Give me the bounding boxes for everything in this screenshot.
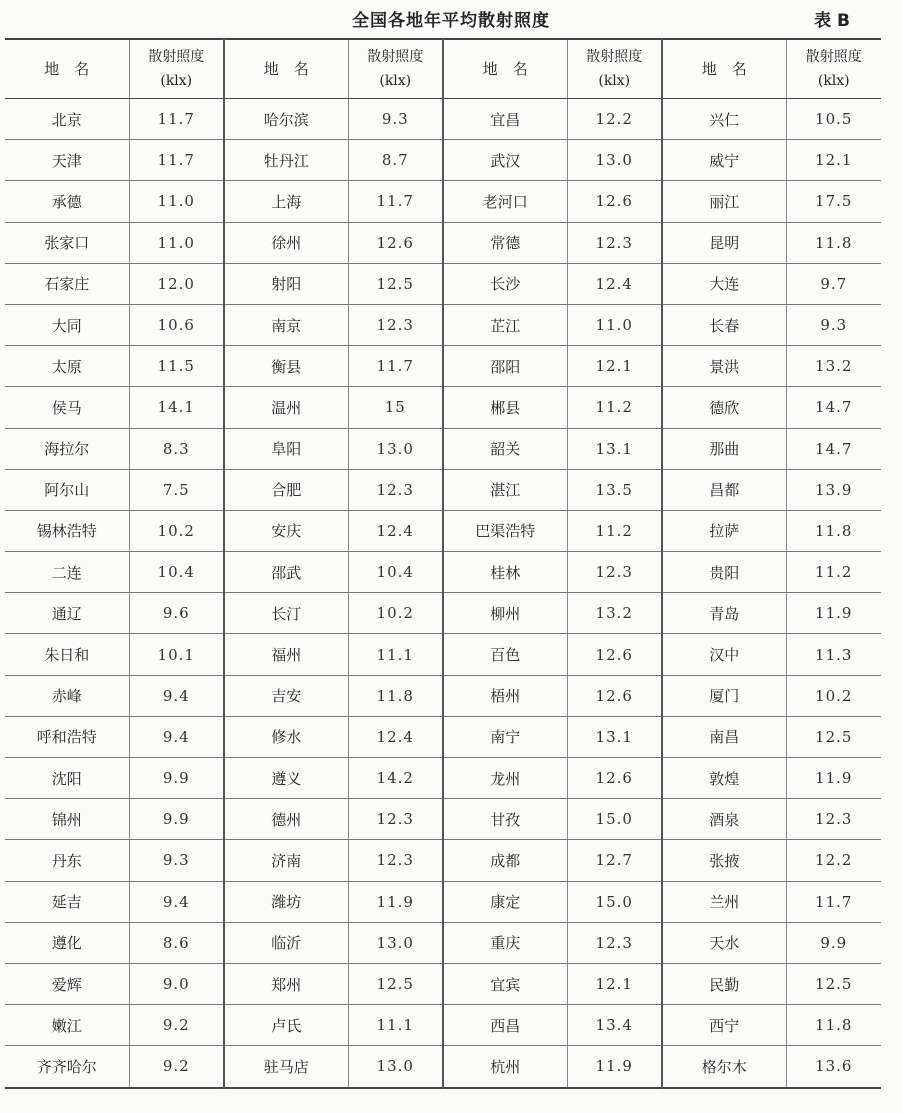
illuminance-value: 17.5 [786,181,881,222]
station-name: 柳州 [443,593,567,634]
illuminance-value: 9.7 [786,263,881,304]
illuminance-value: 12.4 [567,263,662,304]
illuminance-value: 9.3 [348,99,443,140]
station-name: 北京 [5,99,129,140]
illuminance-value: 12.3 [567,922,662,963]
illuminance-value: 12.3 [786,799,881,840]
illuminance-value: 10.5 [786,99,881,140]
table-row [5,469,881,510]
station-name: 南京 [224,304,348,345]
illuminance-value: 15.0 [567,799,662,840]
header-value-unit: (klx) [598,73,631,89]
station-name: 潍坊 [224,881,348,922]
station-name: 厦门 [662,675,786,716]
header-value-label: 散射照度 [805,49,862,65]
header-value-label: 散射照度 [148,49,205,65]
station-name: 长春 [662,304,786,345]
station-name: 武汉 [443,140,567,181]
illuminance-value: 8.6 [129,922,224,963]
station-name: 丹东 [5,840,129,881]
illuminance-value: 12.3 [348,840,443,881]
illuminance-value: 11.7 [348,346,443,387]
table-row [5,1005,881,1046]
station-name: 拉萨 [662,510,786,551]
station-name: 宜昌 [443,99,567,140]
table-row [5,304,881,345]
illuminance-value: 15 [348,387,443,428]
station-name: 大连 [662,263,786,304]
illuminance-value: 14.7 [786,428,881,469]
illuminance-value: 12.6 [567,758,662,799]
station-name: 天津 [5,140,129,181]
station-name: 大同 [5,304,129,345]
illuminance-value: 12.4 [348,510,443,551]
illuminance-value: 11.9 [786,593,881,634]
station-name: 敦煌 [662,758,786,799]
station-name: 安庆 [224,510,348,551]
table-row [5,799,881,840]
table-row [5,716,881,757]
table-tag: 表 B [814,11,850,31]
illuminance-value: 13.2 [567,593,662,634]
station-name: 德欣 [662,387,786,428]
station-name: 临沂 [224,922,348,963]
station-name: 杭州 [443,1046,567,1088]
illuminance-value: 12.4 [348,716,443,757]
station-name: 常德 [443,222,567,263]
illuminance-value: 11.2 [786,552,881,593]
station-name: 汉中 [662,634,786,675]
station-name: 南昌 [662,716,786,757]
station-name: 百色 [443,634,567,675]
station-name: 通辽 [5,593,129,634]
station-name: 张掖 [662,840,786,881]
station-name: 吉安 [224,675,348,716]
station-name: 贵阳 [662,552,786,593]
table-body [5,99,881,1088]
station-name: 福州 [224,634,348,675]
illuminance-value: 12.1 [786,140,881,181]
station-name: 射阳 [224,263,348,304]
station-name: 爱辉 [5,963,129,1004]
header-value-4 [786,39,881,99]
illuminance-value: 12.6 [348,222,443,263]
illuminance-value: 8.7 [348,140,443,181]
station-name: 牡丹江 [224,140,348,181]
table-row [5,758,881,799]
table-row [5,181,881,222]
station-name: 长汀 [224,593,348,634]
table-row [5,140,881,181]
station-name: 韶关 [443,428,567,469]
illuminance-value: 11.2 [567,387,662,428]
station-name: 丽江 [662,181,786,222]
illuminance-value: 11.0 [567,304,662,345]
station-name: 沈阳 [5,758,129,799]
illuminance-value: 12.3 [567,552,662,593]
station-name: 老河口 [443,181,567,222]
station-name: 齐齐哈尔 [5,1046,129,1088]
station-name: 青岛 [662,593,786,634]
illuminance-value: 12.5 [348,963,443,1004]
station-name: 温州 [224,387,348,428]
table-row [5,963,881,1004]
header-name-2: 地 名 [224,39,348,99]
illuminance-value: 11.8 [786,510,881,551]
header-value-2 [348,39,443,99]
station-name: 格尔木 [662,1046,786,1088]
illuminance-value: 10.6 [129,304,224,345]
station-name: 桂林 [443,552,567,593]
illuminance-value: 12.3 [348,799,443,840]
illuminance-value: 11.7 [129,99,224,140]
station-name: 天水 [662,922,786,963]
illuminance-value: 12.2 [567,99,662,140]
station-name: 康定 [443,881,567,922]
header-value-3 [567,39,662,99]
station-name: 芷江 [443,304,567,345]
station-name: 锡林浩特 [5,510,129,551]
illuminance-value: 12.5 [786,963,881,1004]
station-name: 南宁 [443,716,567,757]
illuminance-value: 9.4 [129,881,224,922]
station-name: 侯马 [5,387,129,428]
station-name: 甘孜 [443,799,567,840]
station-name: 延吉 [5,881,129,922]
illuminance-value: 9.3 [786,304,881,345]
illuminance-value: 13.2 [786,346,881,387]
station-name: 上海 [224,181,348,222]
illuminance-value: 13.1 [567,428,662,469]
header-value-unit: (klx) [817,73,850,89]
station-name: 合肥 [224,469,348,510]
illuminance-value: 12.6 [567,634,662,675]
illuminance-value: 11.2 [567,510,662,551]
illuminance-value: 10.2 [786,675,881,716]
station-name: 济南 [224,840,348,881]
illuminance-value: 9.2 [129,1005,224,1046]
station-name: 锦州 [5,799,129,840]
illuminance-value: 11.0 [129,222,224,263]
station-name: 遵义 [224,758,348,799]
header-name-4: 地 名 [662,39,786,99]
table-row [5,99,881,140]
station-name: 嫩江 [5,1005,129,1046]
station-name: 呼和浩特 [5,716,129,757]
illuminance-value: 9.3 [129,840,224,881]
illuminance-value: 12.1 [567,346,662,387]
illuminance-value: 11.7 [129,140,224,181]
illuminance-value: 12.3 [567,222,662,263]
illuminance-value: 11.8 [786,1005,881,1046]
station-name: 哈尔滨 [224,99,348,140]
illuminance-value: 14.2 [348,758,443,799]
illuminance-value: 9.0 [129,963,224,1004]
station-name: 宜宾 [443,963,567,1004]
station-name: 成都 [443,840,567,881]
illuminance-table [5,38,881,1089]
station-name: 西昌 [443,1005,567,1046]
illuminance-value: 9.4 [129,675,224,716]
illuminance-value: 12.5 [348,263,443,304]
station-name: 昆明 [662,222,786,263]
station-name: 承德 [5,181,129,222]
station-name: 赤峰 [5,675,129,716]
table-row [5,510,881,551]
station-name: 西宁 [662,1005,786,1046]
station-name: 兴仁 [662,99,786,140]
station-name: 石家庄 [5,263,129,304]
illuminance-value: 11.7 [348,181,443,222]
station-name: 民勤 [662,963,786,1004]
station-name: 遵化 [5,922,129,963]
header-value-label: 散射照度 [586,49,643,65]
illuminance-value: 10.2 [129,510,224,551]
illuminance-value: 13.0 [348,922,443,963]
table-row [5,922,881,963]
station-name: 阿尔山 [5,469,129,510]
illuminance-value: 11.8 [786,222,881,263]
station-name: 郴县 [443,387,567,428]
station-name: 阜阳 [224,428,348,469]
header-name-1: 地 名 [5,39,129,99]
illuminance-value: 11.3 [786,634,881,675]
header-name-3: 地 名 [443,39,567,99]
illuminance-value: 8.3 [129,428,224,469]
illuminance-value: 11.9 [786,758,881,799]
table-row [5,675,881,716]
header-value-unit: (klx) [379,73,412,89]
illuminance-value: 12.6 [567,181,662,222]
table-row [5,1046,881,1088]
illuminance-value: 13.4 [567,1005,662,1046]
station-name: 邵武 [224,552,348,593]
station-name: 龙州 [443,758,567,799]
station-name: 郑州 [224,963,348,1004]
station-name: 兰州 [662,881,786,922]
illuminance-value: 13.9 [786,469,881,510]
illuminance-value: 11.9 [348,881,443,922]
table-title: 全国各地年平均散射照度 [352,11,550,31]
illuminance-value: 12.7 [567,840,662,881]
illuminance-value: 10.1 [129,634,224,675]
illuminance-value: 12.1 [567,963,662,1004]
illuminance-value: 11.8 [348,675,443,716]
station-name: 衡县 [224,346,348,387]
illuminance-value: 11.9 [567,1046,662,1088]
illuminance-value: 10.2 [348,593,443,634]
table-row [5,840,881,881]
illuminance-value: 11.1 [348,1005,443,1046]
table-row [5,387,881,428]
illuminance-value: 9.9 [129,758,224,799]
illuminance-value: 12.3 [348,304,443,345]
illuminance-value: 7.5 [129,469,224,510]
table-row [5,634,881,675]
illuminance-value: 11.5 [129,346,224,387]
station-name: 二连 [5,552,129,593]
table-row [5,881,881,922]
station-name: 酒泉 [662,799,786,840]
illuminance-value: 13.0 [567,140,662,181]
station-name: 梧州 [443,675,567,716]
illuminance-value: 9.6 [129,593,224,634]
illuminance-value: 14.1 [129,387,224,428]
station-name: 巴渠浩特 [443,510,567,551]
illuminance-value: 15.0 [567,881,662,922]
table-row [5,593,881,634]
illuminance-value: 10.4 [129,552,224,593]
station-name: 昌都 [662,469,786,510]
illuminance-value: 12.5 [786,716,881,757]
header-value-label: 散射照度 [367,49,424,65]
station-name: 长沙 [443,263,567,304]
illuminance-value: 9.2 [129,1046,224,1088]
table-row [5,263,881,304]
illuminance-value: 13.5 [567,469,662,510]
illuminance-value: 11.0 [129,181,224,222]
station-name: 德州 [224,799,348,840]
illuminance-value: 11.1 [348,634,443,675]
station-name: 驻马店 [224,1046,348,1088]
station-name: 徐州 [224,222,348,263]
station-name: 重庆 [443,922,567,963]
station-name: 修水 [224,716,348,757]
illuminance-value: 9.4 [129,716,224,757]
illuminance-value: 12.2 [786,840,881,881]
station-name: 湛江 [443,469,567,510]
station-name: 海拉尔 [5,428,129,469]
station-name: 邵阳 [443,346,567,387]
station-name: 景洪 [662,346,786,387]
illuminance-value: 9.9 [129,799,224,840]
station-name: 太原 [5,346,129,387]
illuminance-value: 12.6 [567,675,662,716]
header-row [5,39,881,99]
illuminance-value: 9.9 [786,922,881,963]
header-value-unit: (klx) [160,73,193,89]
illuminance-value: 13.1 [567,716,662,757]
illuminance-value: 14.7 [786,387,881,428]
illuminance-value: 12.0 [129,263,224,304]
table-row [5,428,881,469]
illuminance-value: 10.4 [348,552,443,593]
illuminance-value: 13.0 [348,428,443,469]
table-row [5,346,881,387]
table-row [5,222,881,263]
table-row [5,552,881,593]
illuminance-value: 11.7 [786,881,881,922]
station-name: 那曲 [662,428,786,469]
station-name: 朱日和 [5,634,129,675]
header-value-1 [129,39,224,99]
illuminance-value: 13.0 [348,1046,443,1088]
station-name: 威宁 [662,140,786,181]
illuminance-value: 13.6 [786,1046,881,1088]
station-name: 张家口 [5,222,129,263]
station-name: 卢氏 [224,1005,348,1046]
illuminance-value: 12.3 [348,469,443,510]
